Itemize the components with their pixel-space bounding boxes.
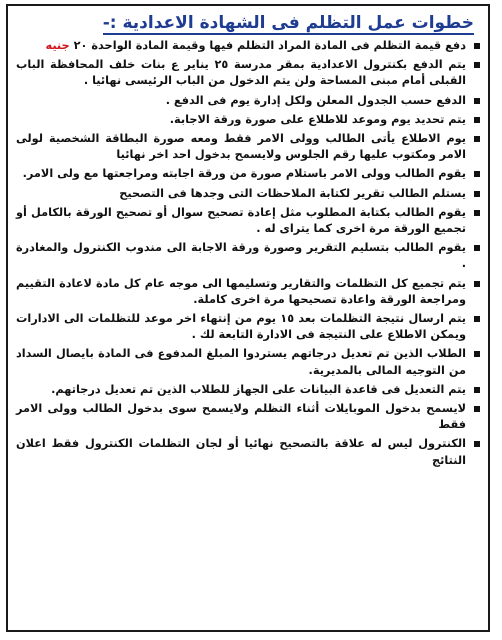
- list-item: [16, 186, 482, 202]
- list-item-text: يتم ارسال نتيجة التظلمات بعد ١٥ يوم من إنتهاء اخر موعد للتظلمات الى الادارات ويمكن الاطلاع على النتيجة فى الادارة التابعة لك .: [16, 312, 466, 342]
- bullet-icon: [474, 136, 480, 142]
- page-title: [8, 12, 474, 34]
- list-item: [16, 311, 482, 343]
- list-item-text: يقوم الطالب بتسليم التقرير وصورة ورقة الاجابة الى مندوب الكنترول والمغادرة .: [16, 241, 466, 271]
- bullet-icon: [474, 316, 480, 322]
- list-item-text: الكنترول ليس له علاقة بالتصحيح نهائيا أو لجان التظلمات الكنترول فقط اعلان النتائج: [16, 437, 466, 467]
- steps-list: [8, 38, 488, 469]
- bullet-icon: [474, 43, 480, 49]
- list-item: [16, 346, 482, 378]
- bullet-icon: [474, 62, 480, 68]
- bullet-icon: [474, 351, 480, 357]
- bullet-icon: [474, 245, 480, 251]
- list-item: [16, 93, 482, 109]
- list-item-text: لايسمح بدخول الموبايلات أثناء التظلم ولايسمح سوى بدخول الطالب وولى الامر فقط: [16, 402, 466, 432]
- bullet-icon: [474, 191, 480, 197]
- bullet-icon: [474, 387, 480, 393]
- list-item: [16, 276, 482, 308]
- bullet-icon: [474, 406, 480, 412]
- bullet-icon: [474, 98, 480, 104]
- list-item: [16, 382, 482, 398]
- bullet-icon: [474, 210, 480, 216]
- list-item-text: يقوم الطالب بكتابة المطلوب مثل إعادة تصحيح سوال أو تصحيح الورقة بالكامل أو تجميع الورقة مرة اخرى كما يتراى له .: [16, 205, 466, 236]
- list-item: [16, 240, 482, 272]
- list-item-text: دفع قيمة التظلم فى المادة المراد التظلم فيها وقيمة المادة الواحدة ٢٠: [69, 39, 466, 52]
- list-item-text: يتم تحديد يوم وموعد للاطلاع على صورة ورقة الاجابة.: [169, 112, 466, 126]
- list-item: [16, 38, 482, 54]
- page-title-text: خطوات عمل التظلم فى الشهادة الاعدادية :-: [102, 13, 474, 33]
- list-item-text: الدفع حسب الجدول المعلن ولكل إدارة يوم فى الدفع .: [165, 93, 466, 107]
- bullet-icon: [474, 281, 480, 287]
- list-item: [16, 205, 482, 237]
- list-item: [16, 401, 482, 433]
- list-item-text: جنيه: [45, 39, 70, 52]
- document-frame: [6, 4, 490, 632]
- list-item-text: يقوم الطالب وولى الامر باستلام صورة من ورقة اجابته ومراجعتها مع ولى الامر.: [22, 167, 466, 181]
- list-item: [16, 166, 482, 182]
- bullet-icon: [474, 117, 480, 123]
- list-item-text: يتم الدفع بكنترول الاعدادية بمقر مدرسة ٢٥ يناير ع بنات خلف المحافظة الباب القبلى أمام مبنى المساحة ولن يتم الدخول من الباب الرئيسى نهائيا .: [16, 58, 466, 88]
- list-item-text: الطلاب الذين تم تعديل درجاتهم يستردوا المبلغ المدفوع فى المادة بايصال السداد من التوجيه المالى بالمديرية.: [16, 347, 466, 377]
- list-item-text: يتم التعديل فى قاعدة البيانات على الجهاز للطلاب الذين تم تعديل درجاتهم.: [51, 382, 466, 396]
- bullet-icon: [474, 441, 480, 447]
- list-item: [16, 436, 482, 468]
- list-item-text: يوم الاطلاع يأتى الطالب وولى الامر فقط ومعه صورة البطاقة الشخصية لولى الامر ومكتوب عليها رقم الجلوس ولايسمح بدخول احد اخر نهائيا: [16, 132, 466, 162]
- list-item: [16, 131, 482, 163]
- list-item-text: يستلم الطالب تقرير لكتابة الملاحظات التى وجدها فى التصحيح: [119, 186, 466, 200]
- list-item: [16, 57, 482, 89]
- list-item: [16, 112, 482, 128]
- list-item-text: يتم تجميع كل التظلمات والتقارير وتسليمها الى موجه عام كل مادة لاعادة التقييم ومراجعة الورقة واعادة تصحيحها مرة اخرى كاملة.: [16, 276, 466, 306]
- bullet-icon: [474, 171, 480, 177]
